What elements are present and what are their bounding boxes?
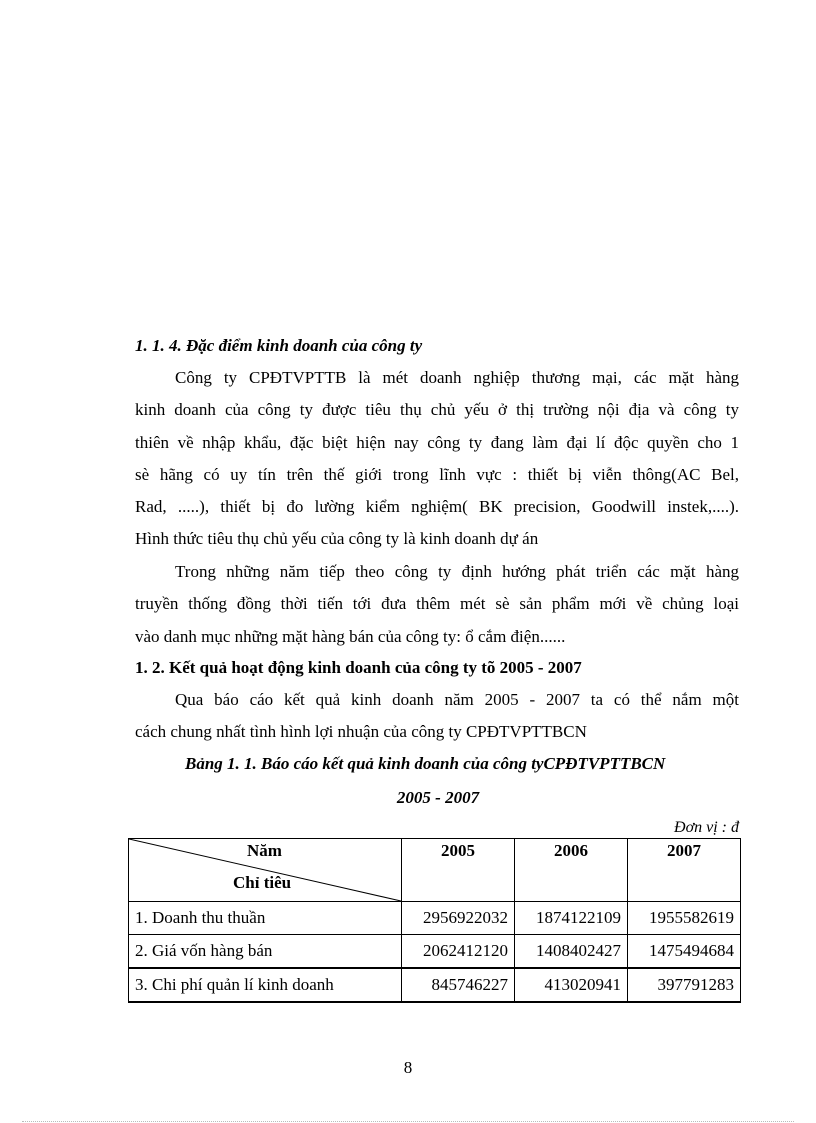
cell-value: 1475494684 [628, 935, 741, 969]
table-caption-years: 2005 - 2007 [396, 788, 480, 807]
cell-value: 2062412120 [402, 935, 515, 969]
text-line: Hình thức tiêu thụ chủ yếu của công ty là kinh doanh dự án [135, 529, 539, 549]
header-year: 2007 [628, 839, 741, 902]
text-line: sè hãng có uy tín trên thế giới trong lĩnh vực : thiết bị viễn thông(AC Bel, [135, 464, 739, 484]
cell-value: 413020941 [515, 968, 628, 1002]
table-row [129, 968, 741, 1002]
diagonal-header-cell [129, 839, 402, 902]
cell-value: 845746227 [402, 968, 515, 1002]
unit-label: Đơn vị : đ [674, 819, 739, 836]
text-line: Rad, .....), thiết bị đo lường kiểm nghiệm( BK precision, Goodwill instek,....). [135, 497, 739, 517]
text-line: vào danh mục những mặt hàng bán của công ty: ổ cắm điện...... [135, 626, 566, 646]
business-results-table [128, 838, 741, 1003]
row-label: 1. Doanh thu thuần [129, 902, 402, 935]
page-number: 8 [403, 1058, 413, 1077]
section-heading-1-2: 1. 2. Kết quả hoạt động kinh doanh của công ty tõ 2005 - 2007 [135, 658, 582, 677]
cell-value: 1874122109 [515, 902, 628, 935]
text-line: Trong những năm tiếp theo công ty định hướng phát triển các mặt hàng [175, 562, 739, 581]
text-line: Qua báo cáo kết quả kinh doanh năm 2005 - 2007 ta có thể nắm một [175, 690, 739, 709]
table-header-row [129, 839, 741, 902]
paragraph-business-characteristics [135, 362, 739, 556]
header-year: 2006 [515, 839, 628, 902]
text-line: cách chung nhất tình hình lợi nhuận của công ty CPĐTVPTTBCN [135, 722, 587, 742]
cell-value: 397791283 [628, 968, 741, 1002]
header-indicator-label: Chỉ tiêu [233, 873, 292, 892]
table-row [129, 902, 741, 935]
table-caption: Bảng 1. 1. Báo cáo kết quả kinh doanh của công tyCPĐTVPTTBCN [185, 754, 666, 773]
text-line: kinh doanh của công ty được tiêu thụ chủ yếu ở thị trường nội địa và công ty [135, 400, 739, 420]
cell-value: 2956922032 [402, 902, 515, 935]
paragraph-report-intro [135, 684, 739, 749]
text-line: Công ty CPĐTVPTTB là mét doanh nghiệp thương mại, các mặt hàng [175, 368, 739, 387]
paragraph-future-direction [135, 556, 739, 653]
text-line: thiên về nhập khẩu, đặc biệt hiện nay công ty đang làm đại lí độc quyền cho 1 [135, 432, 739, 452]
header-year-label: Năm [247, 841, 282, 860]
cell-value: 1955582619 [628, 902, 741, 935]
row-label: 3. Chi phí quản lí kinh doanh [129, 968, 402, 1002]
header-year: 2005 [402, 839, 515, 902]
cell-value: 1408402427 [515, 935, 628, 969]
table-row [129, 935, 741, 969]
page-bottom-divider [22, 1121, 794, 1122]
row-label: 2. Giá vốn hàng bán [129, 935, 402, 969]
section-heading-1-1-4: 1. 1. 4. Đặc điểm kinh doanh của công ty [135, 336, 423, 355]
text-line: truyền thống đồng thời tiến tới đưa thêm mét sè sản phẩm mới về chủng loại [135, 594, 739, 614]
